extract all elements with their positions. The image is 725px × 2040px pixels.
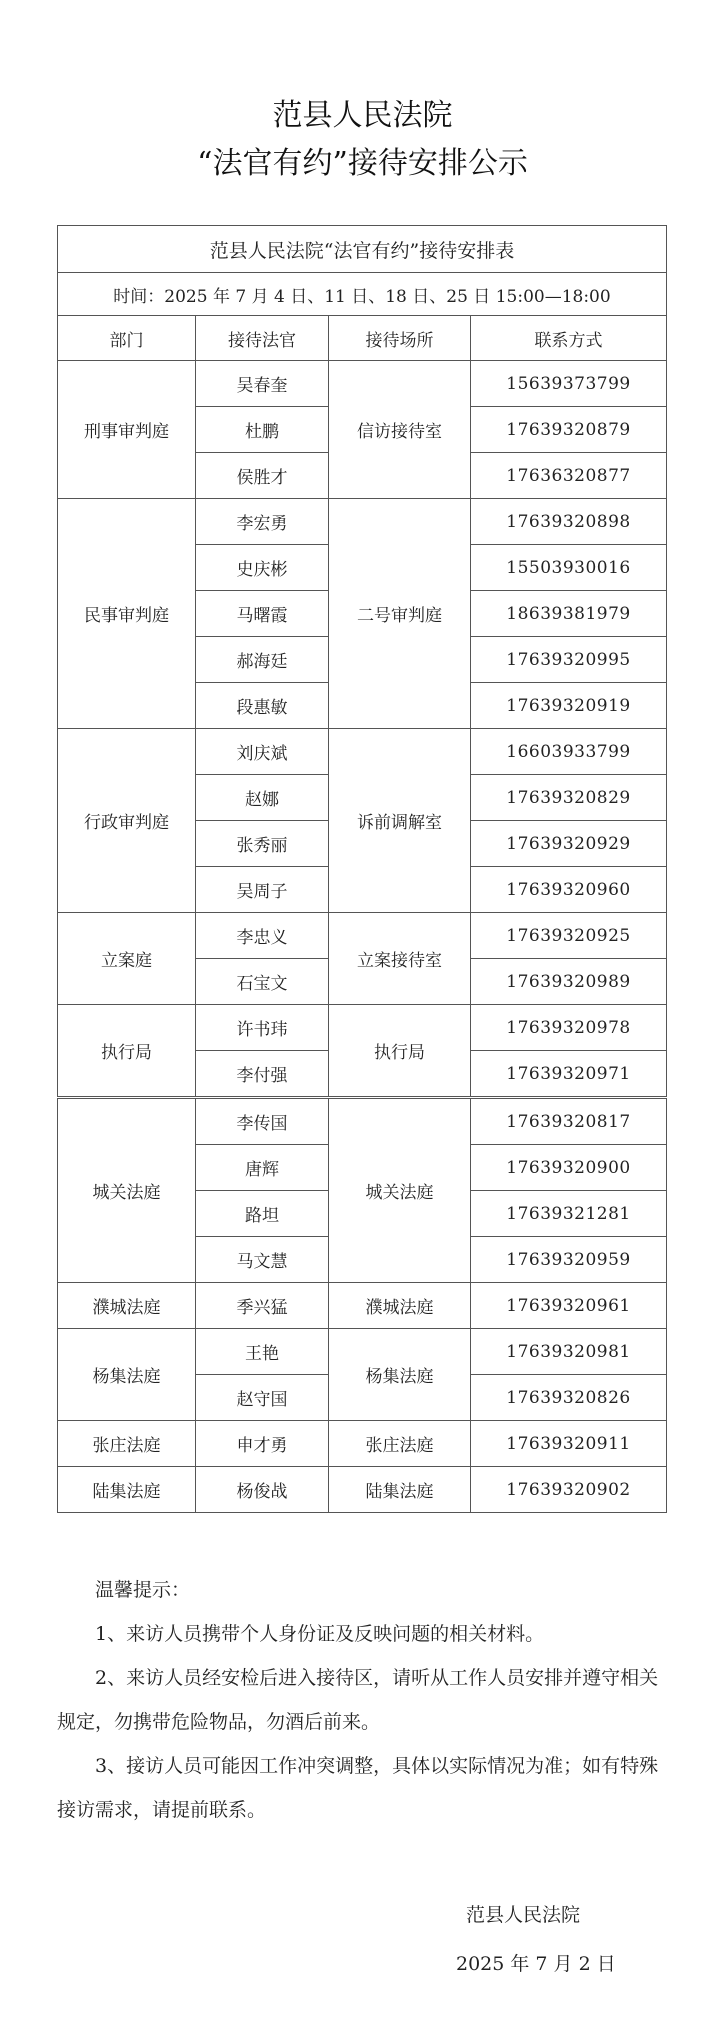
phone-cell: 17639320900 — [471, 1145, 667, 1191]
department-cell: 执行局 — [58, 1005, 196, 1098]
judge-cell: 李宏勇 — [196, 499, 329, 545]
phone-cell: 17639320995 — [471, 637, 667, 683]
note-item: 2、来访人员经安检后进入接待区，请听从工作人员安排并遵守相关规定，勿携带危险物品，勿酒后前来。 — [57, 1667, 659, 1733]
judge-cell: 路坦 — [196, 1191, 329, 1237]
judge-cell: 吴周子 — [196, 867, 329, 913]
column-header: 部门 — [58, 316, 196, 361]
column-header: 接待法官 — [196, 316, 329, 361]
judge-cell: 吴春奎 — [196, 361, 329, 407]
phone-cell: 17639320826 — [471, 1375, 667, 1421]
location-cell: 张庄法庭 — [329, 1421, 471, 1467]
phone-cell: 17639320960 — [471, 867, 667, 913]
department-cell: 刑事审判庭 — [58, 361, 196, 499]
phone-cell: 17639320978 — [471, 1005, 667, 1051]
table-header-row — [58, 316, 667, 361]
table-row — [58, 1329, 667, 1375]
department-cell: 杨集法庭 — [58, 1329, 196, 1421]
phone-cell: 17639320902 — [471, 1467, 667, 1513]
judge-cell: 赵娜 — [196, 775, 329, 821]
notes-section — [57, 1568, 666, 1832]
table-row — [58, 1098, 667, 1145]
department-cell: 民事审判庭 — [58, 499, 196, 729]
phone-cell: 15639373799 — [471, 361, 667, 407]
judge-cell: 赵守国 — [196, 1375, 329, 1421]
phone-cell: 17639320989 — [471, 959, 667, 1005]
table-row — [58, 1005, 667, 1051]
phone-cell: 17639320961 — [471, 1283, 667, 1329]
judge-cell: 李付强 — [196, 1051, 329, 1098]
table-row — [58, 913, 667, 959]
phone-cell: 17636320877 — [471, 453, 667, 499]
phone-cell: 18639381979 — [471, 591, 667, 637]
department-cell: 行政审判庭 — [58, 729, 196, 913]
note-item: 1、来访人员携带个人身份证及反映问题的相关材料。 — [95, 1623, 545, 1645]
phone-cell: 17639320929 — [471, 821, 667, 867]
page-subtitle: “法官有约”接待安排公示 — [197, 146, 528, 181]
location-cell: 执行局 — [329, 1005, 471, 1098]
phone-cell: 17639320879 — [471, 407, 667, 453]
phone-cell: 17639320971 — [471, 1051, 667, 1098]
location-cell: 信访接待室 — [329, 361, 471, 499]
phone-cell: 17639320959 — [471, 1237, 667, 1283]
judge-cell: 石宝文 — [196, 959, 329, 1005]
judge-cell: 侯胜才 — [196, 453, 329, 499]
phone-cell: 17639320829 — [471, 775, 667, 821]
table-row — [58, 1421, 667, 1467]
phone-cell: 17639320981 — [471, 1329, 667, 1375]
department-cell: 城关法庭 — [58, 1098, 196, 1283]
judge-cell: 唐辉 — [196, 1145, 329, 1191]
judge-cell: 李忠义 — [196, 913, 329, 959]
table-row — [58, 1283, 667, 1329]
judge-cell: 张秀丽 — [196, 821, 329, 867]
location-cell: 二号审判庭 — [329, 499, 471, 729]
judge-cell: 李传国 — [196, 1098, 329, 1145]
phone-cell: 16603933799 — [471, 729, 667, 775]
judge-cell: 王艳 — [196, 1329, 329, 1375]
phone-cell: 17639320919 — [471, 683, 667, 729]
phone-cell: 17639320925 — [471, 913, 667, 959]
department-cell: 濮城法庭 — [58, 1283, 196, 1329]
location-cell: 濮城法庭 — [329, 1283, 471, 1329]
judge-cell: 申才勇 — [196, 1421, 329, 1467]
note-item: 3、接访人员可能因工作冲突调整，具体以实际情况为准；如有特殊接访需求，请提前联系。 — [57, 1755, 659, 1821]
table-row — [58, 729, 667, 775]
signature-date: 2025 年 7 月 2 日 — [456, 1953, 616, 1975]
judge-cell: 段惠敏 — [196, 683, 329, 729]
location-cell: 立案接待室 — [329, 913, 471, 1005]
department-cell: 陆集法庭 — [58, 1467, 196, 1513]
table-row — [58, 361, 667, 407]
phone-cell: 17639321281 — [471, 1191, 667, 1237]
judge-cell: 马文慧 — [196, 1237, 329, 1283]
location-cell: 陆集法庭 — [329, 1467, 471, 1513]
column-header: 接待场所 — [329, 316, 471, 361]
page-title: 范县人民法院 — [272, 98, 453, 133]
phone-cell: 15503930016 — [471, 545, 667, 591]
location-cell: 城关法庭 — [329, 1098, 471, 1283]
judge-cell: 马曙霞 — [196, 591, 329, 637]
schedule-table — [57, 225, 667, 1513]
department-cell: 立案庭 — [58, 913, 196, 1005]
table-row — [58, 1467, 667, 1513]
table-row — [58, 499, 667, 545]
judge-cell: 杨俊战 — [196, 1467, 329, 1513]
location-cell: 诉前调解室 — [329, 729, 471, 913]
column-header: 联系方式 — [471, 316, 667, 361]
phone-cell: 17639320817 — [471, 1098, 667, 1145]
judge-cell: 郝海廷 — [196, 637, 329, 683]
table-caption: 范县人民法院“法官有约”接待安排表 — [58, 226, 667, 273]
signature-org: 范县人民法院 — [466, 1904, 581, 1926]
judge-cell: 季兴猛 — [196, 1283, 329, 1329]
judge-cell: 杜鹏 — [196, 407, 329, 453]
location-cell: 杨集法庭 — [329, 1329, 471, 1421]
phone-cell: 17639320911 — [471, 1421, 667, 1467]
judge-cell: 史庆彬 — [196, 545, 329, 591]
judge-cell: 刘庆斌 — [196, 729, 329, 775]
notes-heading: 温馨提示： — [95, 1579, 191, 1601]
judge-cell: 许书玮 — [196, 1005, 329, 1051]
department-cell: 张庄法庭 — [58, 1421, 196, 1467]
table-time: 时间：2025 年 7 月 4 日、11 日、18 日、25 日 15:00—18:00 — [58, 273, 667, 316]
phone-cell: 17639320898 — [471, 499, 667, 545]
